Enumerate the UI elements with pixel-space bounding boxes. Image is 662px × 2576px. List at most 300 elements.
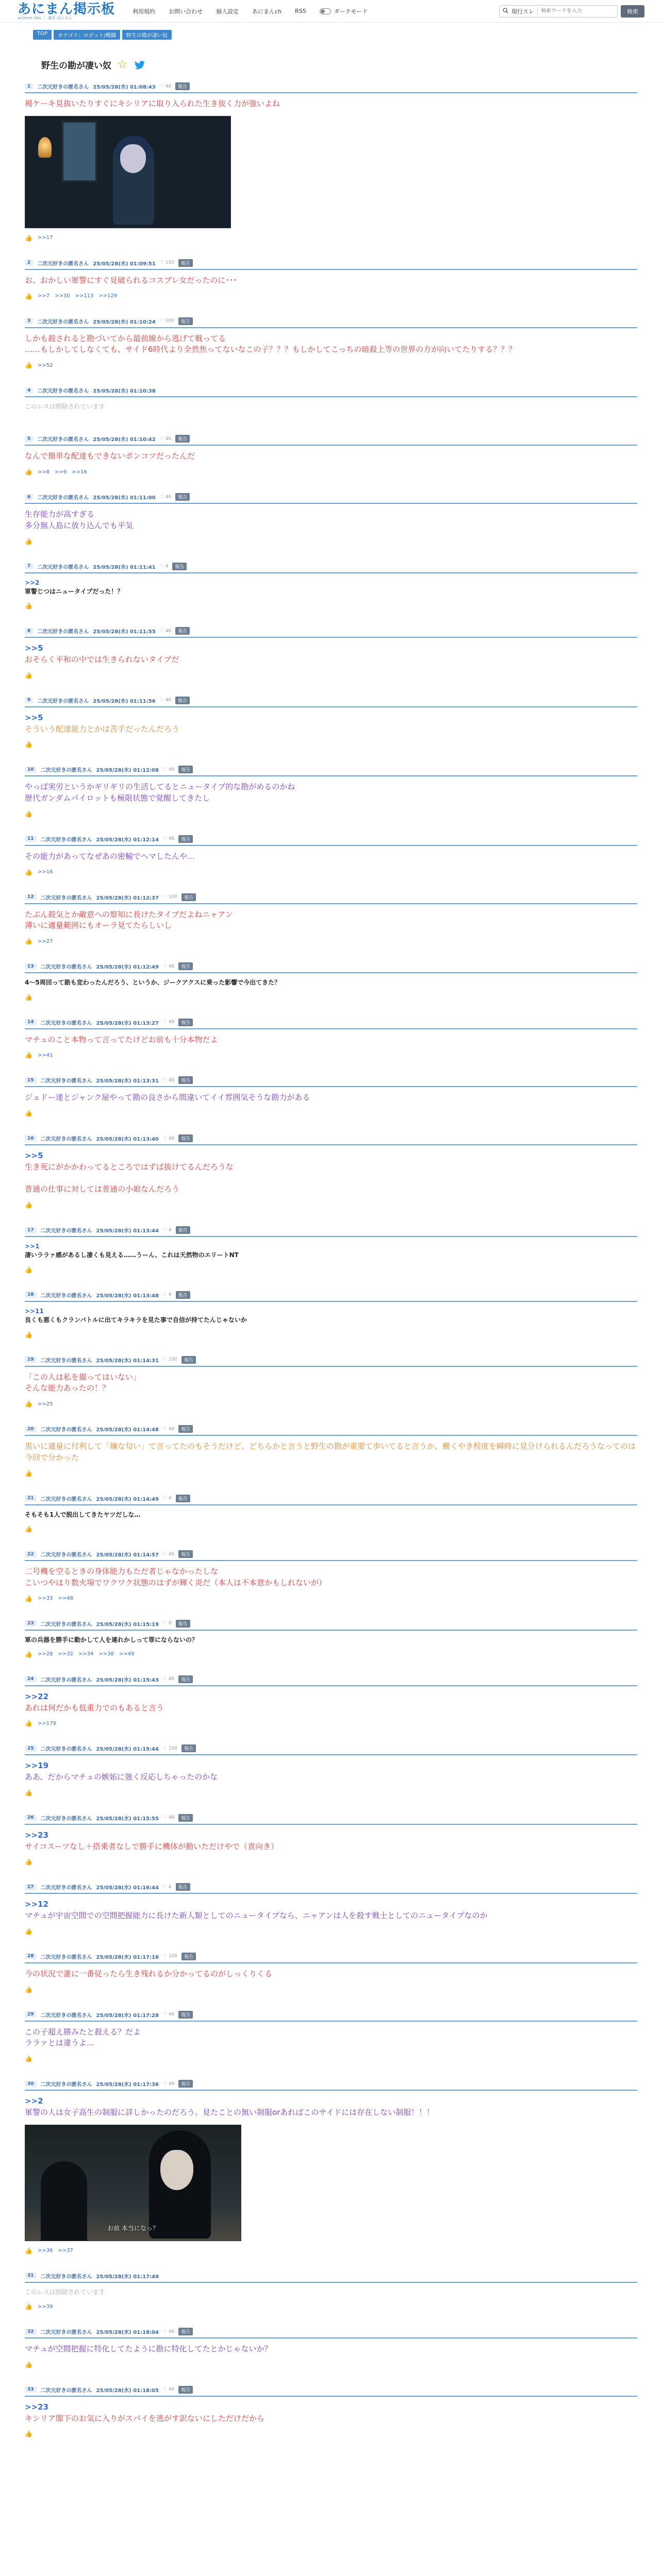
post [25, 1953, 637, 1993]
thumbs-up-icon[interactable]: 👍 [25, 1986, 32, 1993]
post-footer [25, 1720, 637, 1727]
window-shape [61, 121, 97, 182]
character-face [120, 144, 146, 173]
reply-link[interactable]: >>38 [98, 1651, 114, 1657]
post [25, 766, 637, 818]
thumbs-up-icon[interactable]: 👍 [25, 1201, 32, 1209]
post-author: 二次元好きの匿名さん [40, 768, 92, 774]
post-author: 二次元好きの匿名さん [37, 84, 89, 90]
report-button[interactable]: 報告 [178, 2011, 193, 2019]
post [25, 1076, 637, 1117]
post-date: 25/05/28(水) 01:13:44 [96, 1228, 159, 1234]
thumbs-up-icon[interactable]: 👍 [25, 1595, 32, 1602]
post [25, 893, 637, 945]
post-body [25, 98, 637, 110]
reply-link[interactable]: >>36 [37, 2248, 53, 2254]
post-number[interactable]: 28 [25, 1953, 37, 1959]
post-image[interactable] [25, 116, 231, 228]
report-button[interactable]: 報告 [178, 1814, 193, 1822]
nav-animanch[interactable]: あにまんch [252, 8, 282, 15]
thumbs-up-icon[interactable]: 👍 [25, 1400, 32, 1408]
thumbs-up-icon[interactable]: 👍 [25, 1720, 32, 1727]
quote-anchor[interactable]: >>1 [25, 1243, 40, 1250]
like-count: 46 [168, 1426, 175, 1432]
thumbs-up-icon[interactable]: 👍 [25, 1469, 32, 1477]
post-number[interactable]: 2 [25, 260, 33, 266]
like-count: 46 [168, 1136, 175, 1141]
report-button[interactable]: 報告 [178, 1425, 193, 1433]
post-divider [25, 1366, 637, 1367]
thumbs-up-icon[interactable]: 👍 [25, 362, 32, 369]
post-number[interactable]: 19 [25, 1357, 37, 1363]
thumbs-up-icon[interactable]: 👍 [25, 2430, 32, 2438]
report-button[interactable]: 報告 [178, 835, 193, 843]
like-count: 46 [168, 963, 175, 969]
like-counter[interactable] [163, 767, 174, 772]
thumbs-up-icon[interactable]: 👍 [25, 993, 32, 1001]
post-number[interactable]: 18 [25, 1292, 37, 1298]
report-button[interactable]: 報告 [178, 1550, 193, 1558]
thumbs-up-icon[interactable]: 👍 [25, 1789, 32, 1797]
report-button[interactable]: 報告 [181, 1356, 196, 1364]
reply-link[interactable]: >>39 [37, 2303, 53, 2310]
post-author: 二次元好きの匿名さん [40, 1293, 92, 1299]
report-button[interactable]: 報告 [175, 697, 190, 704]
post-meta [25, 893, 637, 901]
like-counter[interactable] [163, 2387, 174, 2392]
thumbs-up-icon[interactable]: 👍 [25, 1858, 32, 1866]
nav-terms[interactable]: 利用規約 [133, 8, 156, 15]
thumbs-up-icon[interactable]: 👍 [25, 1331, 32, 1338]
post [25, 2328, 637, 2368]
post-text-line: こいつやはり数火場でワクワク状態のはずが輝く炎だ（本人は不本意かもしれないが） [25, 1578, 327, 1587]
post-text-line: 薄いに適量範囲にもオーラ見てたらしいし [25, 921, 172, 930]
thumbs-up-icon[interactable]: 👍 [25, 938, 32, 945]
post [25, 493, 637, 545]
quote-anchor[interactable]: >>5 [25, 713, 43, 722]
post-divider [25, 327, 637, 328]
thumbs-up-icon[interactable]: 👍 [25, 2303, 32, 2311]
report-button[interactable]: 報告 [181, 893, 196, 901]
post-text-line [25, 1173, 637, 1184]
post-number[interactable]: 16 [25, 1136, 37, 1142]
thumbs-up-icon[interactable]: 👍 [25, 1526, 32, 1533]
reply-link[interactable]: >>52 [37, 362, 53, 368]
like-counter[interactable] [163, 1954, 177, 1959]
like-counter[interactable] [163, 1621, 172, 1626]
post-meta [25, 962, 637, 970]
search-area [499, 5, 644, 18]
like-counter[interactable] [163, 1427, 174, 1432]
reply-link[interactable]: >>7 [37, 293, 50, 299]
post-meta [25, 1356, 637, 1364]
post-number[interactable]: 17 [25, 1227, 37, 1233]
like-count: 49 [168, 1020, 175, 1025]
heart-icon: ♡ [162, 1621, 169, 1626]
thumbs-up-icon[interactable]: 👍 [25, 537, 32, 545]
like-counter[interactable] [160, 260, 174, 265]
post-divider [25, 1435, 637, 1436]
reply-link[interactable]: >>27 [37, 938, 53, 944]
post-number[interactable]: 29 [25, 2011, 37, 2018]
like-count: 100 [168, 894, 178, 900]
thumbs-up-icon[interactable]: 👍 [25, 234, 32, 242]
post-number[interactable]: 14 [25, 1019, 37, 1025]
reply-link[interactable]: >>179 [37, 1720, 56, 1726]
thumbs-up-icon[interactable]: 👍 [25, 468, 32, 476]
nav-settings[interactable]: 個人設定 [216, 8, 239, 15]
thumbs-up-icon[interactable]: 👍 [25, 868, 32, 876]
post-meta [25, 386, 637, 394]
post-date: 25/05/28(水) 01:12:37 [96, 895, 159, 901]
post-number[interactable]: 12 [25, 894, 37, 900]
like-counter[interactable] [163, 2012, 174, 2017]
post-body [25, 851, 637, 862]
post-number[interactable]: 10 [25, 767, 37, 773]
post-number[interactable]: 5 [25, 436, 33, 442]
post-divider [25, 845, 637, 846]
report-button[interactable]: 報告 [178, 2328, 193, 2335]
heart-icon: ♡ [162, 1676, 169, 1682]
post-footer [25, 1928, 637, 1935]
like-counter[interactable] [163, 1815, 174, 1820]
post [25, 1550, 637, 1602]
reply-link[interactable]: >>113 [75, 293, 94, 299]
post-footer [25, 1651, 637, 1658]
post-text-line: おそらく平和の中では生きられないタイプだ [25, 655, 179, 665]
search-button[interactable]: 検索 [621, 5, 644, 18]
like-counter[interactable] [163, 836, 174, 841]
heart-icon: ♡ [159, 564, 166, 569]
quote-anchor[interactable]: >>12 [25, 1900, 49, 1909]
post-footer [25, 538, 637, 545]
post-number[interactable]: 3 [25, 318, 33, 324]
thumbs-up-icon[interactable]: 👍 [25, 671, 32, 679]
post-author: 二次元好きの匿名さん [40, 1496, 92, 1502]
post [25, 386, 637, 417]
post-number[interactable]: 22 [25, 1551, 37, 1557]
post-number[interactable]: 13 [25, 963, 37, 970]
thumbs-up-icon[interactable]: 👍 [25, 1927, 32, 1935]
post-number[interactable]: 23 [25, 1620, 37, 1626]
heart-icon: ♡ [162, 894, 169, 900]
quote-anchor[interactable]: >>5 [25, 643, 43, 653]
post-meta [25, 1019, 637, 1026]
post-meta [25, 1675, 637, 1683]
post-footer [25, 869, 637, 876]
post-number[interactable]: 32 [25, 2329, 37, 2335]
reply-link[interactable]: >>8 [37, 469, 50, 475]
post [25, 435, 637, 476]
like-counter[interactable] [160, 564, 169, 569]
post [25, 962, 637, 1001]
report-button[interactable]: 報告 [178, 1134, 193, 1142]
breadcrumb-thread[interactable]: 野生の勘が凄い奴 [122, 30, 172, 40]
post-author: 二次元好きの匿名さん [40, 1954, 92, 1960]
like-count: 46 [165, 436, 172, 442]
like-counter[interactable] [163, 1136, 174, 1141]
reply-link[interactable]: >>25 [37, 1401, 53, 1407]
post-body [25, 2096, 637, 2119]
post-body [25, 2344, 637, 2355]
post-number[interactable]: 7 [25, 563, 33, 569]
reply-link[interactable]: >>49 [119, 1651, 135, 1657]
post-date: 25/05/28(水) 01:08:43 [93, 84, 156, 90]
post-number[interactable]: 15 [25, 1077, 37, 1083]
thumbs-up-icon[interactable]: 👍 [25, 741, 32, 749]
heart-icon: ♡ [162, 2329, 169, 2334]
post-author: 二次元好きの匿名さん [40, 2082, 92, 2088]
breadcrumb [0, 23, 662, 40]
like-counter[interactable] [163, 1552, 174, 1557]
heart-icon: ♡ [162, 1292, 169, 1298]
like-counter[interactable] [160, 495, 171, 500]
post-divider [25, 1962, 637, 1963]
like-counter[interactable] [163, 964, 174, 969]
post [25, 1675, 637, 1727]
reply-link[interactable]: >>9 [55, 469, 67, 475]
report-button[interactable]: 報告 [178, 1675, 193, 1683]
post-number[interactable]: 9 [25, 697, 33, 703]
post-number[interactable]: 24 [25, 1676, 37, 1682]
report-button[interactable]: 報告 [176, 1883, 190, 1891]
report-button[interactable]: 報告 [181, 1953, 196, 1960]
site-header [0, 0, 662, 23]
character-face [160, 2150, 193, 2190]
nav-rss[interactable]: RSS [295, 8, 306, 14]
post-number[interactable]: 11 [25, 836, 37, 842]
site-logo[interactable] [18, 3, 115, 20]
post-number[interactable]: 30 [25, 2081, 37, 2087]
report-button[interactable]: 報告 [178, 2386, 193, 2394]
search-scope-select[interactable]: 現行スレ [511, 7, 538, 15]
like-counter[interactable] [163, 1078, 174, 1083]
quote-anchor[interactable]: >>22 [25, 1691, 49, 1701]
post-author: 二次元好きの匿名さん [40, 964, 92, 971]
report-button[interactable]: 報告 [172, 563, 187, 570]
quote-anchor[interactable]: >>19 [25, 1761, 49, 1771]
post-meta [25, 1814, 637, 1822]
reply-link[interactable]: >>33 [37, 1596, 53, 1602]
post-date: 25/05/28(水) 01:15:19 [96, 1621, 159, 1628]
post-number[interactable]: 25 [25, 1745, 37, 1752]
post-text-line: 生き死にがかかわってるところではずば抜けてるんだろうな [25, 1162, 234, 1172]
thumbs-up-icon[interactable]: 👍 [25, 810, 32, 818]
post [25, 1814, 637, 1866]
post-author: 二次元好きの匿名さん [40, 1078, 92, 1084]
like-count: 100 [165, 318, 174, 324]
like-counter[interactable] [163, 1228, 172, 1233]
post-text-line: 今の状況で誰に一番従ったら生き残れるか分かってるのがしっくりくる [25, 1969, 273, 1978]
post-date: 25/05/28(水) 01:10:38 [93, 388, 156, 394]
thumbs-up-icon[interactable]: 👍 [25, 602, 32, 610]
post-author: 二次元好きの匿名さん [37, 564, 89, 570]
heart-icon: ♡ [162, 2081, 169, 2087]
quote-anchor[interactable]: >>11 [25, 1307, 44, 1315]
thumbs-up-icon[interactable]: 👍 [25, 1052, 32, 1059]
reply-link[interactable]: >>30 [55, 293, 70, 299]
report-button[interactable]: 報告 [176, 1620, 190, 1628]
post-author: 二次元好きの匿名さん [40, 1677, 92, 1683]
like-counter[interactable] [160, 698, 171, 703]
post-author: 二次元好きの匿名さん [40, 1747, 92, 1753]
post-author: 二次元好きの匿名さん [40, 1427, 92, 1433]
reply-link[interactable]: >>34 [78, 1651, 94, 1657]
like-counter[interactable] [163, 1496, 172, 1501]
reply-link[interactable]: >>48 [58, 1596, 73, 1602]
report-button[interactable]: 報告 [176, 1291, 190, 1299]
post-divider [25, 775, 637, 776]
post-footer [25, 234, 637, 242]
post-body [25, 275, 637, 286]
thumbs-up-icon[interactable]: 👍 [25, 2055, 32, 2063]
report-button[interactable]: 報告 [178, 259, 193, 267]
report-button[interactable]: 報告 [176, 1226, 190, 1234]
like-count: 46 [165, 628, 172, 634]
post-meta [25, 317, 637, 325]
thumbs-up-icon[interactable]: 👍 [25, 2361, 32, 2368]
breadcrumb-top[interactable]: TOP [33, 30, 52, 40]
post-author: 二次元好きの匿名さん [40, 1552, 92, 1558]
quote-anchor[interactable]: >>5 [25, 1151, 43, 1161]
post [25, 1226, 637, 1274]
quote-anchor[interactable]: >>23 [25, 1830, 49, 1840]
like-counter[interactable] [163, 1885, 172, 1890]
post-author: 二次元好きの匿名さん [40, 1020, 92, 1026]
post-number[interactable]: 31 [25, 2273, 37, 2279]
like-counter[interactable] [160, 436, 171, 442]
reply-link[interactable]: >>129 [98, 293, 118, 299]
report-button[interactable]: 報告 [181, 1744, 196, 1752]
post-body [25, 1636, 637, 1645]
post-divider [25, 1028, 637, 1029]
post-body [25, 1899, 637, 1922]
post-number[interactable]: 33 [25, 2386, 37, 2393]
post-number[interactable]: 20 [25, 1426, 37, 1432]
thumbs-up-icon[interactable]: 👍 [25, 292, 32, 300]
twitter-bird-icon[interactable] [134, 59, 145, 71]
reply-link[interactable]: >>17 [37, 235, 53, 241]
like-counter[interactable] [160, 318, 174, 324]
report-button[interactable]: 報告 [176, 1495, 190, 1502]
report-button[interactable]: 報告 [175, 627, 190, 635]
post-divider [25, 1236, 637, 1237]
post-author: 二次元好きの匿名さん [37, 261, 89, 267]
like-counter[interactable] [163, 1746, 177, 1751]
like-counter[interactable] [160, 84, 171, 89]
post-footer [25, 1052, 637, 1059]
reply-link[interactable]: >>32 [58, 1651, 73, 1657]
like-counter[interactable] [163, 2081, 174, 2087]
like-count: 46 [165, 83, 172, 89]
like-counter[interactable] [163, 894, 177, 900]
post-body [25, 579, 637, 597]
post-divider [25, 1893, 637, 1894]
like-counter[interactable] [163, 1676, 174, 1682]
post-number[interactable]: 1 [25, 83, 33, 90]
post-number[interactable]: 27 [25, 1884, 37, 1890]
heart-icon: ♡ [162, 1496, 169, 1501]
report-button[interactable]: 報告 [178, 1019, 193, 1026]
like-counter[interactable] [163, 1357, 177, 1362]
post-date: 25/05/28(水) 01:17:49 [96, 2274, 159, 2280]
post-meta [25, 82, 637, 90]
heart-icon: ♡ [162, 1745, 169, 1751]
report-button[interactable]: 報告 [178, 317, 193, 325]
quote-anchor[interactable]: >>23 [25, 2402, 49, 2412]
reply-link[interactable]: >>16 [72, 469, 87, 475]
post-body [25, 1969, 637, 1980]
post-divider [25, 572, 637, 573]
quote-anchor[interactable]: >>2 [25, 2096, 43, 2106]
post-divider [25, 1630, 637, 1631]
thumbs-up-icon[interactable]: 👍 [25, 2247, 32, 2255]
thumbs-up-icon[interactable]: 👍 [25, 1110, 32, 1117]
reply-link[interactable]: >>41 [37, 1052, 53, 1058]
quote-anchor[interactable]: >>2 [25, 579, 40, 586]
post [25, 259, 637, 300]
reply-link[interactable]: >>16 [37, 869, 53, 875]
post-meta [25, 435, 637, 443]
thumbs-up-icon[interactable]: 👍 [25, 1266, 32, 1274]
post-date: 25/05/28(水) 01:14:31 [96, 1358, 159, 1364]
like-counter[interactable] [163, 1020, 174, 1025]
post-divider [25, 1754, 637, 1755]
post-meta [25, 766, 637, 773]
like-count: 46 [168, 1077, 175, 1083]
post-number[interactable]: 26 [25, 1815, 37, 1821]
post-text-line: 軍警の人は女子高生の制服に詳しかったのだろう。見たことの無い制服orあればこのサイドには存在しない制服！！！ [25, 2107, 435, 2117]
post-text-line: 歴代ガンダムパイロットも極限状態で覚醒してきたし [25, 793, 210, 803]
report-button[interactable]: 報告 [178, 1076, 193, 1084]
report-button[interactable]: 報告 [178, 2080, 193, 2088]
post-text-line: お、おかしい軍警にすぐ見破られるコスプレ女だったのに･･･ [25, 275, 237, 285]
like-counter[interactable] [163, 2329, 174, 2334]
post-date: 25/05/28(水) 01:15:43 [96, 1677, 159, 1683]
dark-mode-toggle[interactable] [320, 7, 368, 15]
post-divider [25, 2090, 637, 2091]
report-button[interactable]: 報告 [178, 766, 193, 773]
post-image[interactable] [25, 2125, 241, 2241]
thumbs-up-icon[interactable]: 👍 [25, 1650, 32, 1658]
post-date: 25/05/28(水) 01:11:00 [93, 495, 156, 501]
reply-link[interactable]: >>28 [37, 1651, 53, 1657]
heart-icon: ♡ [162, 1815, 169, 1821]
search-input[interactable] [541, 8, 613, 14]
post-number[interactable]: 6 [25, 494, 33, 500]
report-button[interactable]: 報告 [175, 82, 190, 90]
post-number[interactable]: 21 [25, 1495, 37, 1501]
like-count: 46 [168, 1815, 175, 1821]
toggle-switch-icon[interactable] [320, 8, 331, 14]
report-button[interactable]: 報告 [175, 493, 190, 501]
post [25, 697, 637, 749]
reply-link[interactable]: >>37 [58, 2248, 73, 2254]
report-button[interactable]: 報告 [175, 435, 190, 443]
star-icon[interactable]: ☆ [118, 58, 128, 71]
breadcrumb-category[interactable]: カテゴリ：ロボット/戦闘 [54, 30, 120, 40]
report-button[interactable]: 報告 [178, 962, 193, 970]
post-body [25, 509, 637, 532]
post-list [0, 82, 662, 2437]
post-text-line: ジュドー達とジャンク屋やって勘の良さから間違いてイイ雰囲気そうな勘力がある [25, 1093, 310, 1103]
post-number[interactable]: 4 [25, 387, 33, 394]
nav-contact[interactable]: お問い合わせ [169, 8, 203, 15]
like-counter[interactable] [163, 1292, 172, 1297]
post-number[interactable]: 8 [25, 628, 33, 634]
post-date: 25/05/28(水) 01:14:57 [96, 1552, 159, 1558]
like-counter[interactable] [160, 629, 171, 634]
